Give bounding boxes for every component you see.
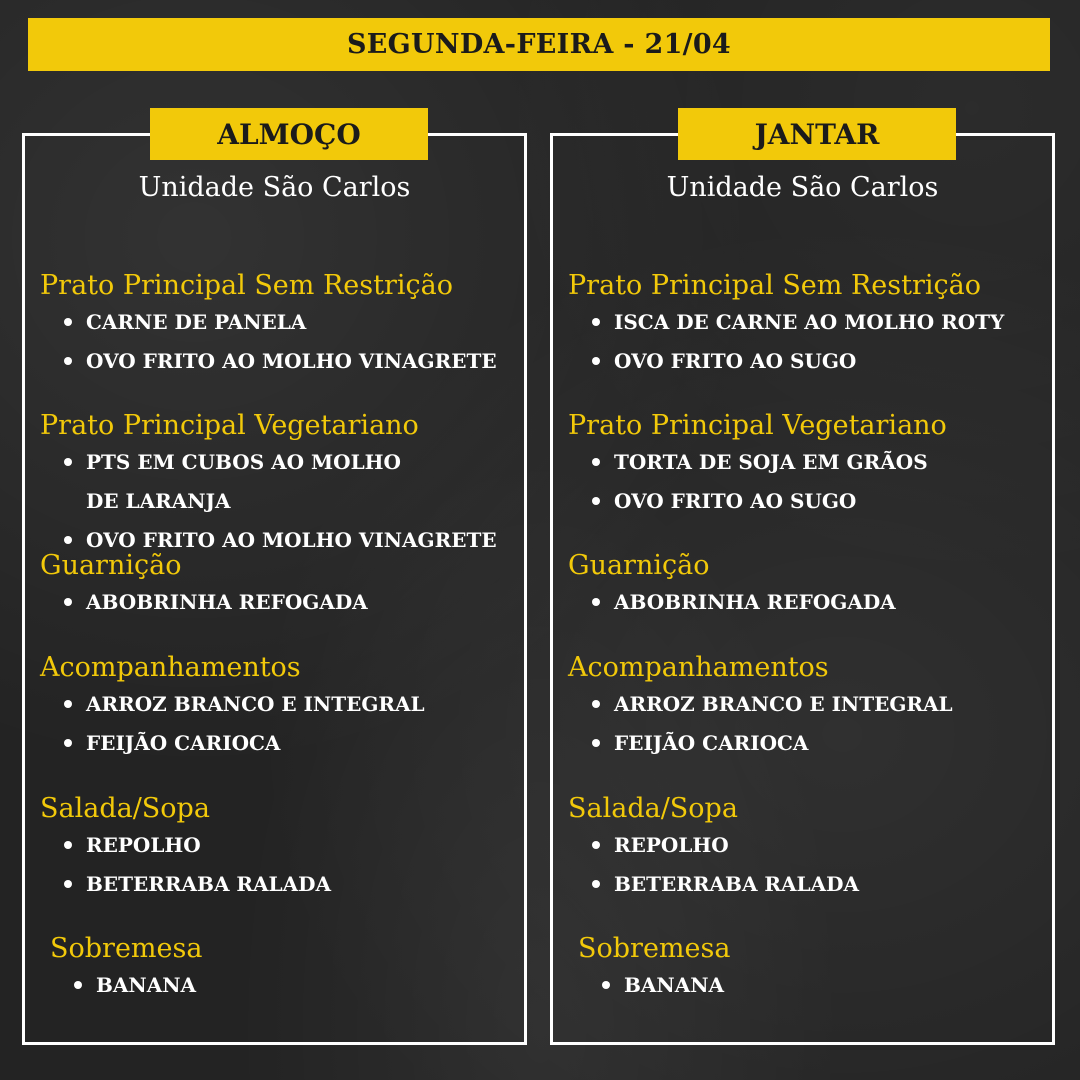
lunch-section-vegetariano xyxy=(40,409,520,560)
list-item xyxy=(62,303,520,342)
lunch-section-sobremesa xyxy=(50,932,520,1005)
list-item xyxy=(590,583,1048,622)
bullet-icon xyxy=(592,598,600,606)
item-list xyxy=(568,826,1048,904)
bullet-icon xyxy=(592,357,600,365)
list-item xyxy=(590,342,1048,381)
bullet-icon xyxy=(64,357,72,365)
item-list xyxy=(568,303,1048,381)
lunch-title: ALMOÇO xyxy=(150,108,428,160)
item-list xyxy=(40,685,520,763)
item-label: FEIJÃO CARIOCA xyxy=(86,731,281,755)
bullet-icon xyxy=(602,981,610,989)
item-list xyxy=(40,583,520,622)
list-item xyxy=(590,303,1048,342)
bullet-icon xyxy=(592,739,600,747)
dinner-section-acompanhamentos xyxy=(568,651,1048,763)
section-title: Sobremesa xyxy=(578,933,731,964)
lunch-section-salada xyxy=(40,792,520,904)
item-list xyxy=(40,443,520,560)
section-title: Acompanhamentos xyxy=(568,652,829,683)
item-label: ARROZ BRANCO E INTEGRAL xyxy=(86,692,425,716)
dinner-section-sobremesa xyxy=(578,932,1048,1005)
item-label: BANANA xyxy=(624,973,725,997)
item-list xyxy=(578,966,1048,1005)
section-title: Prato Principal Vegetariano xyxy=(568,410,947,441)
dinner-title: JANTAR xyxy=(678,108,956,160)
section-title: Guarnição xyxy=(40,550,182,581)
item-label: CARNE DE PANELA xyxy=(86,310,307,334)
section-title: Salada/Sopa xyxy=(40,793,210,824)
lunch-panel xyxy=(22,117,527,1045)
list-item xyxy=(590,865,1048,904)
list-item xyxy=(72,966,520,1005)
item-list xyxy=(568,583,1048,622)
section-title: Sobremesa xyxy=(50,933,203,964)
item-label: ABOBRINHA REFOGADA xyxy=(86,590,368,614)
bullet-icon xyxy=(64,458,72,466)
item-label: BETERRABA RALADA xyxy=(614,872,859,896)
item-label: TORTA DE SOJA EM GRÃOS xyxy=(614,450,928,474)
item-list xyxy=(50,966,520,1005)
item-label: OVO FRITO AO SUGO xyxy=(614,489,857,513)
item-list xyxy=(568,443,1048,521)
list-item xyxy=(62,865,520,904)
dinner-panel xyxy=(550,117,1055,1045)
lunch-section-acompanhamentos xyxy=(40,651,520,763)
list-item xyxy=(62,583,520,622)
item-label: OVO FRITO AO SUGO xyxy=(614,349,857,373)
item-label: BETERRABA RALADA xyxy=(86,872,331,896)
bullet-icon xyxy=(592,700,600,708)
list-item xyxy=(590,443,1048,482)
bullet-icon xyxy=(64,739,72,747)
item-label: FEIJÃO CARIOCA xyxy=(614,731,809,755)
bullet-icon xyxy=(592,318,600,326)
item-list xyxy=(40,303,520,381)
section-title: Salada/Sopa xyxy=(568,793,738,824)
section-title: Acompanhamentos xyxy=(40,652,301,683)
list-item xyxy=(62,826,520,865)
lunch-section-guarnicao xyxy=(40,549,520,622)
item-list xyxy=(40,826,520,904)
bullet-icon xyxy=(64,318,72,326)
item-label: OVO FRITO AO MOLHO VINAGRETE xyxy=(86,349,497,373)
list-item xyxy=(590,685,1048,724)
section-title: Prato Principal Sem Restrição xyxy=(40,270,454,301)
bullet-icon xyxy=(64,598,72,606)
item-label: PTS EM CUBOS AO MOLHO DE LARANJA xyxy=(86,450,401,513)
list-item xyxy=(62,724,520,763)
lunch-unit: Unidade São Carlos xyxy=(138,172,411,203)
section-title: Prato Principal Sem Restrição xyxy=(568,270,982,301)
bullet-icon xyxy=(64,536,72,544)
list-item xyxy=(590,724,1048,763)
item-label: BANANA xyxy=(96,973,197,997)
item-label: REPOLHO xyxy=(86,833,201,857)
section-title: Guarnição xyxy=(568,550,710,581)
item-list xyxy=(568,685,1048,763)
lunch-section-principal xyxy=(40,269,520,381)
bullet-icon xyxy=(592,841,600,849)
list-item xyxy=(590,826,1048,865)
dinner-section-salada xyxy=(568,792,1048,904)
bullet-icon xyxy=(64,880,72,888)
dinner-section-guarnicao xyxy=(568,549,1048,622)
dinner-section-vegetariano xyxy=(568,409,1048,521)
list-item xyxy=(600,966,1048,1005)
list-item xyxy=(62,685,520,724)
dinner-unit: Unidade São Carlos xyxy=(666,172,939,203)
item-label: REPOLHO xyxy=(614,833,729,857)
section-title: Prato Principal Vegetariano xyxy=(40,410,419,441)
item-label: OVO FRITO AO MOLHO VINAGRETE xyxy=(86,528,497,552)
list-item xyxy=(590,482,1048,521)
bullet-icon xyxy=(64,700,72,708)
item-label: ABOBRINHA REFOGADA xyxy=(614,590,896,614)
list-item xyxy=(62,342,520,381)
bullet-icon xyxy=(64,841,72,849)
day-banner: SEGUNDA-FEIRA - 21/04 xyxy=(28,18,1050,71)
bullet-icon xyxy=(74,981,82,989)
bullet-icon xyxy=(592,458,600,466)
bullet-icon xyxy=(592,497,600,505)
list-item xyxy=(62,443,436,521)
item-label: ARROZ BRANCO E INTEGRAL xyxy=(614,692,953,716)
bullet-icon xyxy=(592,880,600,888)
dinner-section-principal xyxy=(568,269,1048,381)
item-label: ISCA DE CARNE AO MOLHO ROTY xyxy=(614,310,1005,334)
